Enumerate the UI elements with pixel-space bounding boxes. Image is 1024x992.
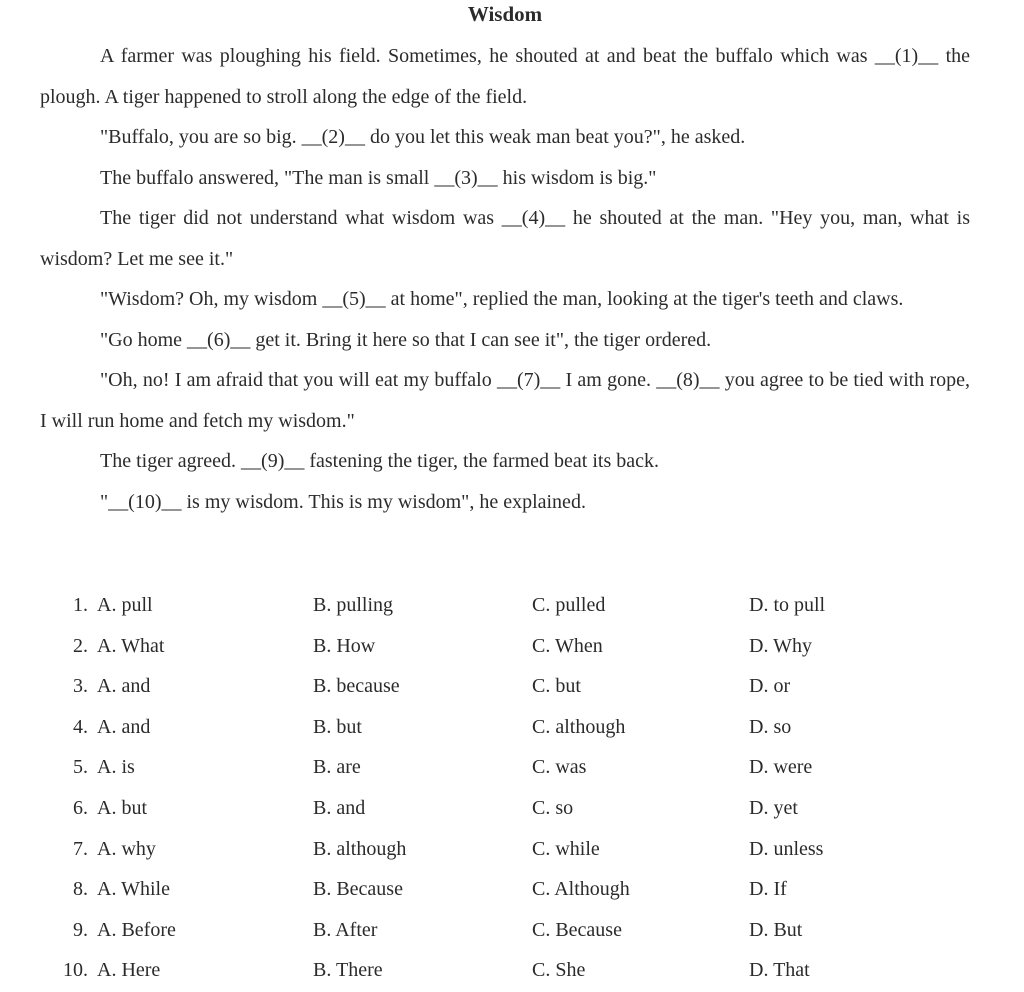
option-b: B. because bbox=[313, 675, 400, 698]
question-row bbox=[0, 830, 1024, 871]
passage-paragraph: "Buffalo, you are so big. __(2)__ do you let this weak man beat you?", he asked. bbox=[100, 126, 746, 148]
question-number: 10. bbox=[63, 959, 88, 982]
option-b: B. Because bbox=[313, 878, 403, 901]
option-d: D. But bbox=[749, 918, 803, 941]
option-d: D. so bbox=[749, 715, 792, 738]
option-a: A. and bbox=[97, 675, 151, 698]
question-row bbox=[0, 789, 1024, 830]
option-c: C. but bbox=[532, 675, 581, 698]
option-d: D. That bbox=[749, 959, 810, 982]
option-c: C. When bbox=[532, 634, 603, 657]
option-a: A. While bbox=[97, 878, 170, 901]
option-a: A. Before bbox=[97, 918, 176, 941]
option-b: B. but bbox=[313, 715, 362, 738]
option-a: A. why bbox=[97, 837, 156, 860]
option-b: B. After bbox=[313, 918, 378, 941]
passage-paragraph: "Go home __(6)__ get it. Bring it here so that I can see it", the tiger ordered. bbox=[100, 328, 712, 351]
question-list bbox=[0, 586, 1024, 992]
option-c: C. Because bbox=[532, 918, 622, 941]
option-a: A. is bbox=[97, 756, 135, 779]
question-number: 9. bbox=[73, 918, 88, 941]
passage-paragraph: A farmer was ploughing his field. Sometimes, he shouted at and beat the buffalo which was __(1)__ the plough. A tiger happened to stroll along the edge of the field. bbox=[40, 45, 970, 108]
question-number: 1. bbox=[73, 594, 88, 616]
question-row bbox=[0, 911, 1024, 952]
option-d: D. to pull bbox=[749, 594, 826, 616]
passage-paragraph: The tiger agreed. __(9)__ fastening the tiger, the farmed beat its back. bbox=[100, 450, 659, 472]
option-d: D. If bbox=[749, 878, 787, 901]
option-b: B. are bbox=[313, 756, 361, 779]
question-number: 5. bbox=[73, 756, 88, 779]
question-number: 7. bbox=[73, 837, 88, 860]
passage-paragraph: The buffalo answered, "The man is small __(3)__ his wisdom is big." bbox=[100, 166, 657, 189]
question-row bbox=[0, 586, 1024, 627]
option-d: D. unless bbox=[749, 837, 824, 860]
question-number: 8. bbox=[73, 878, 88, 901]
option-b: B. How bbox=[313, 634, 376, 657]
option-b: B. and bbox=[313, 796, 366, 819]
option-a: A. What bbox=[97, 634, 165, 657]
option-c: C. Although bbox=[532, 878, 630, 901]
question-row bbox=[0, 748, 1024, 789]
option-b: B. There bbox=[313, 959, 383, 982]
passage-paragraph: "Oh, no! I am afraid that you will eat my buffalo __(7)__ I am gone. __(8)__ you agree to be tied with rope, I will run home and fetch my wisdom." bbox=[40, 369, 970, 432]
question-number: 6. bbox=[73, 796, 88, 819]
option-c: C. although bbox=[532, 715, 626, 738]
question-row bbox=[0, 951, 1024, 992]
question-row bbox=[0, 627, 1024, 668]
question-row bbox=[0, 870, 1024, 911]
question-number: 3. bbox=[73, 675, 88, 698]
document-title: Wisdom bbox=[467, 2, 543, 26]
question-row bbox=[0, 667, 1024, 708]
option-c: C. while bbox=[532, 837, 600, 860]
option-d: D. or bbox=[749, 675, 791, 698]
option-a: A. pull bbox=[97, 594, 153, 616]
reading-passage bbox=[40, 36, 970, 522]
option-b: B. pulling bbox=[313, 594, 394, 616]
option-d: D. were bbox=[749, 756, 813, 779]
option-c: C. She bbox=[532, 959, 586, 982]
question-row bbox=[0, 708, 1024, 749]
option-c: C. pulled bbox=[532, 594, 606, 616]
passage-paragraph: "__(10)__ is my wisdom. This is my wisdom", he explained. bbox=[100, 490, 586, 513]
question-number: 4. bbox=[73, 715, 88, 738]
option-c: C. was bbox=[532, 756, 587, 779]
option-d: D. Why bbox=[749, 634, 812, 657]
option-a: A. Here bbox=[97, 959, 161, 982]
option-a: A. but bbox=[97, 796, 147, 819]
option-b: B. although bbox=[313, 837, 407, 860]
passage-paragraph: The tiger did not understand what wisdom was __(4)__ he shouted at the man. "Hey you, man, what is wisdom? Let me see it." bbox=[40, 207, 970, 270]
option-d: D. yet bbox=[749, 796, 798, 819]
question-number: 2. bbox=[73, 634, 88, 657]
passage-paragraph: "Wisdom? Oh, my wisdom __(5)__ at home", replied the man, looking at the tiger's teeth and claws. bbox=[100, 288, 904, 310]
option-c: C. so bbox=[532, 796, 574, 819]
option-a: A. and bbox=[97, 715, 151, 738]
